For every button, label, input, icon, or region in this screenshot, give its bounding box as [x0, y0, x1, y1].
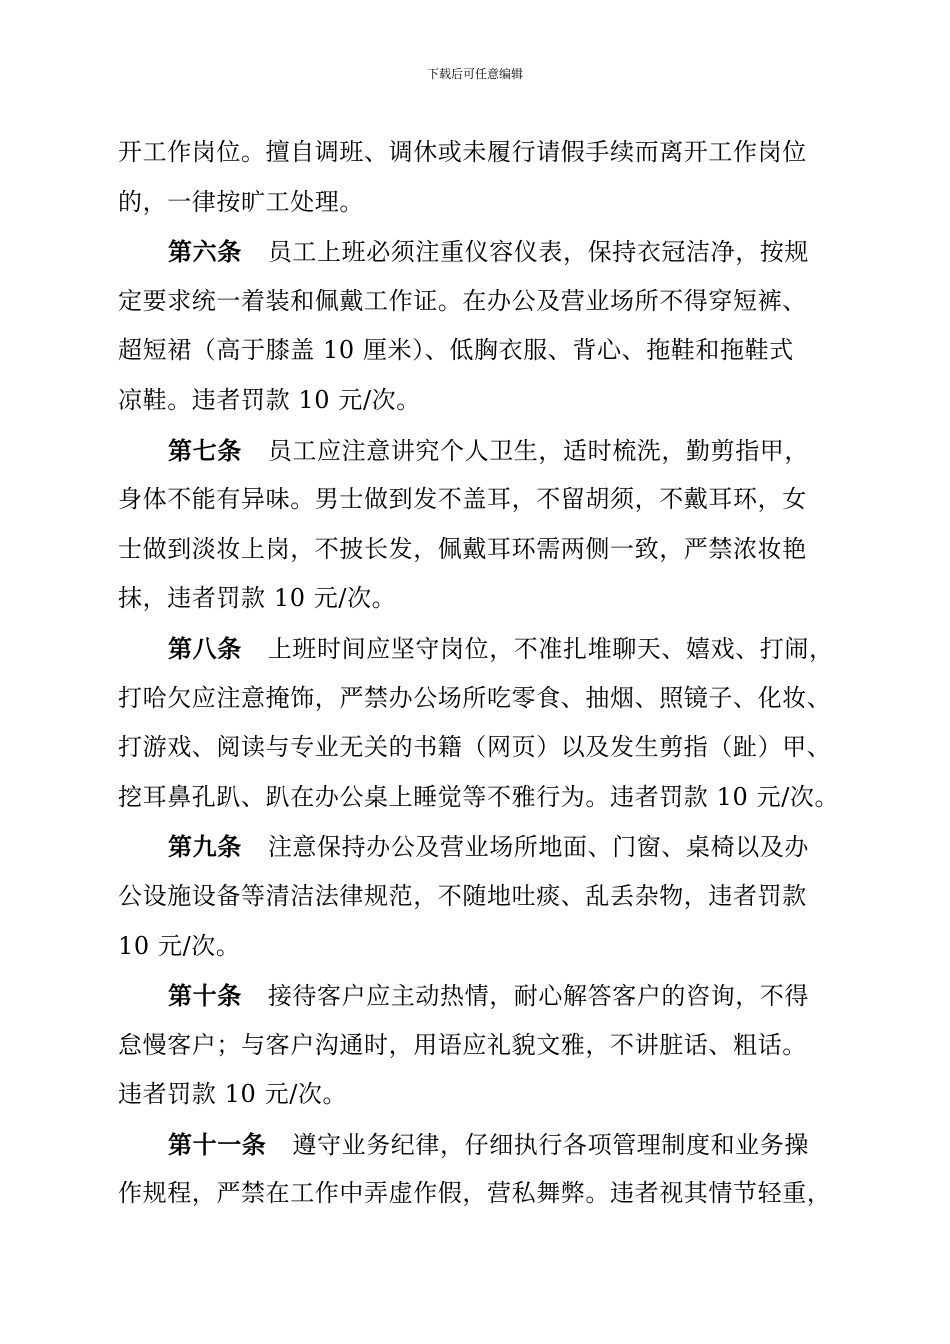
- text-line: 挖耳鼻孔趴、趴在办公桌上睡觉等不雅行为。违者罚款 10 元/次。: [118, 782, 840, 811]
- text-line: 作规程，严禁在工作中弄虚作假，营私舞弊。违者视其情节轻重，: [118, 1179, 832, 1208]
- text-line: 抹，违者罚款 10 元/次。: [118, 584, 397, 613]
- text-segment: 注意保持办公及营业场所地面、门窗、桌椅以及办: [267, 833, 810, 862]
- text-line: 公设施设备等清洁法律规范，不随地吐痰、乱丢杂物，违者罚款: [118, 881, 807, 910]
- text-line: 打游戏、阅读与专业无关的书籍（网页）以及发生剪指（趾）甲、: [118, 733, 832, 762]
- article-8-line: [118, 624, 858, 674]
- text-segment: 接待客户应主动热情，耐心解答客户的咨询，不得: [267, 982, 810, 1011]
- article-heading: 第十条: [168, 981, 242, 1011]
- article-10-line: [118, 971, 858, 1021]
- article-9-line: [118, 822, 858, 872]
- article-heading: 第十一条: [168, 1129, 267, 1159]
- text-line: 身体不能有异味。男士做到发不盖耳，不留胡须，不戴耳环，女: [118, 485, 807, 514]
- document-body: [118, 128, 858, 1219]
- text-line: 士做到淡妆上岗，不披长发，佩戴耳环需两侧一致，严禁浓妆艳: [118, 534, 807, 563]
- article-11-line: [118, 1120, 858, 1170]
- text-segment: 员工应注意讲究个人卫生，适时梳洗，勤剪指甲，: [267, 436, 810, 465]
- text-line: 超短裙（高于膝盖 10 厘米）、低胸衣服、背心、拖鞋和拖鞋式: [118, 336, 794, 365]
- text-line: 打哈欠应注意掩饰，严禁办公场所吃零食、抽烟、照镜子、化妆、: [118, 683, 832, 712]
- text-line: 10 元/次。: [118, 931, 241, 960]
- text-segment: 上班时间应坚守岗位，不准扎堆聊天、嬉戏、打闹，: [267, 634, 834, 663]
- text-line: 定要求统一着装和佩戴工作证。在办公及营业场所不得穿短裤、: [118, 286, 807, 315]
- article-7-line: [118, 426, 858, 476]
- text-line: 凉鞋。违者罚款 10 元/次。: [118, 385, 421, 414]
- text-segment: 遵守业务纪律，仔细执行各项管理制度和业务操: [292, 1130, 810, 1159]
- text-segment: 员工上班必须注重仪容仪表，保持衣冠洁净，按规: [267, 238, 810, 267]
- text-line: 怠慢客户；与客户沟通时，用语应礼貌文雅，不讲脏话、粗话。: [118, 1030, 807, 1059]
- text-line: 的，一律按旷工处理。: [118, 187, 364, 216]
- page-header: 下载后可任意编辑: [426, 67, 523, 81]
- article-heading: 第七条: [168, 435, 242, 465]
- article-heading: 第八条: [168, 633, 242, 663]
- article-heading: 第九条: [168, 832, 242, 862]
- article-6-line: [118, 227, 858, 277]
- text-line: 开工作岗位。擅自调班、调休或未履行请假手续而离开工作岗位: [118, 138, 807, 166]
- article-heading: 第六条: [168, 237, 242, 267]
- text-line: 违者罚款 10 元/次。: [118, 1080, 348, 1109]
